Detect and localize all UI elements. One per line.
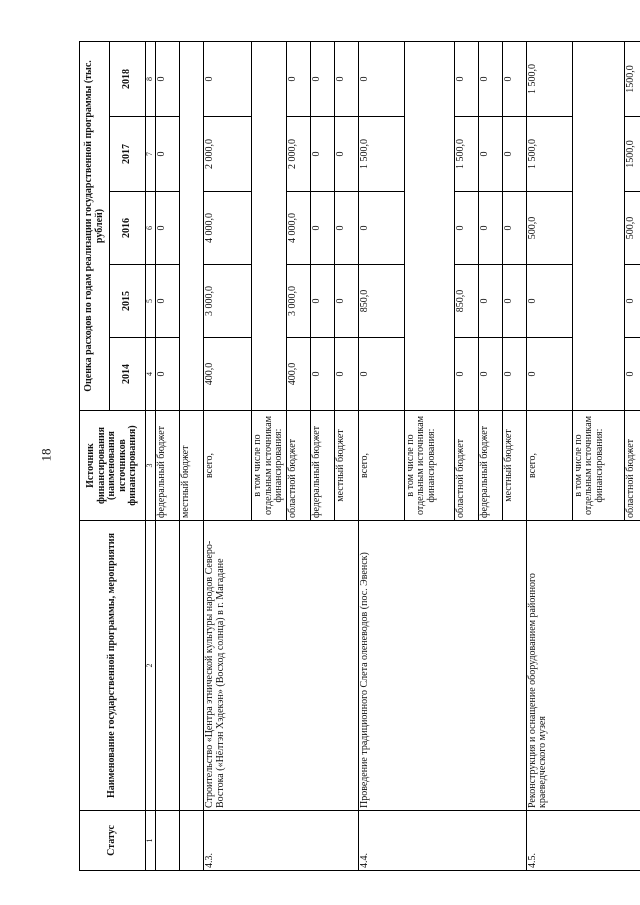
column-number: 7 — [146, 117, 156, 192]
value-cell: 400,0 — [286, 338, 310, 411]
value-cell: 0 — [454, 41, 478, 116]
header-name: Наименование государственной программы, мероприятия — [80, 521, 146, 811]
value-cell: 0 — [478, 338, 502, 411]
value-cell: 0 — [502, 265, 526, 338]
empty-value-cell — [404, 41, 454, 410]
value-cell: 0 — [156, 265, 180, 338]
value-cell: 4 000,0 — [286, 192, 310, 265]
value-cell: 0 — [358, 192, 404, 265]
name-cell — [180, 521, 204, 811]
name-cell: Строительство «Центра этнической культуры народов Северо-Востока («Нёлтэн Хэдекэн» (Восход солнца) в г. Магадане — [204, 521, 359, 811]
value-cell: 1 500,0 — [526, 41, 572, 116]
source-cell: областной бюджет — [454, 411, 478, 521]
source-cell: областной бюджет — [286, 411, 310, 521]
value-cell: 0 — [526, 338, 572, 411]
value-cell: 0 — [310, 117, 334, 192]
value-cell: 0 — [454, 192, 478, 265]
header-year: 2015 — [110, 265, 146, 338]
value-cell: 1500,0 — [624, 41, 640, 116]
header-year: 2016 — [110, 192, 146, 265]
source-cell: в том числе по отдельным источникам финансирования: — [404, 411, 454, 521]
value-cell: 0 — [502, 117, 526, 192]
empty-value-cell — [252, 41, 287, 410]
column-number: 4 — [146, 338, 156, 411]
value-cell: 500,0 — [624, 192, 640, 265]
value-cell: 0 — [358, 338, 404, 411]
value-cell: 0 — [334, 338, 358, 411]
header-year: 2018 — [110, 41, 146, 116]
value-cell: 0 — [526, 265, 572, 338]
column-number: 5 — [146, 265, 156, 338]
header-year: 2014 — [110, 338, 146, 411]
value-cell: 850,0 — [358, 265, 404, 338]
value-cell: 400,0 — [204, 338, 252, 411]
value-cell: 0 — [478, 117, 502, 192]
value-cell: 0 — [156, 117, 180, 192]
value-cell: 2 000,0 — [204, 117, 252, 192]
header-source: Источник финансирования (наименования источников финансирования) — [80, 411, 146, 521]
column-number: 2 — [146, 521, 156, 811]
status-cell: 4.4. — [358, 811, 526, 871]
header-year: 2017 — [110, 117, 146, 192]
source-cell: всего, — [526, 411, 572, 521]
header-estimate: Оценка расходов по годам реализации государственной программы (тыс. рублей) — [80, 41, 110, 410]
status-cell — [180, 811, 204, 871]
table-container — [79, 42, 634, 871]
value-cell: 0 — [310, 338, 334, 411]
value-cell: 0 — [624, 338, 640, 411]
source-cell: местный бюджет — [502, 411, 526, 521]
value-cell: 0 — [334, 192, 358, 265]
source-cell: федеральный бюджет — [310, 411, 334, 521]
empty-value-cell — [572, 41, 624, 410]
value-cell: 3 000,0 — [286, 265, 310, 338]
column-number: 1 — [146, 811, 156, 871]
value-cell: 1 500,0 — [454, 117, 478, 192]
source-cell: всего, — [358, 411, 404, 521]
source-cell: в том числе по отдельным источникам финансирования: — [252, 411, 287, 521]
source-cell: местный бюджет — [334, 411, 358, 521]
value-cell: 0 — [334, 117, 358, 192]
value-cell: 0 — [156, 41, 180, 116]
value-cell: 0 — [310, 265, 334, 338]
value-cell: 500,0 — [526, 192, 572, 265]
value-cell: 0 — [204, 41, 252, 116]
value-cell: 0 — [502, 41, 526, 116]
source-cell: в том числе по отдельным источникам финансирования: — [572, 411, 624, 521]
column-number: 8 — [146, 41, 156, 116]
source-cell: областной бюджет — [624, 411, 640, 521]
value-cell: 4 000,0 — [204, 192, 252, 265]
value-cell: 0 — [502, 338, 526, 411]
source-cell: всего, — [204, 411, 252, 521]
value-cell: 0 — [478, 192, 502, 265]
value-cell: 2 000,0 — [286, 117, 310, 192]
name-cell: Реконструкция и оснащение оборудованием районного краеведческого музея — [526, 521, 640, 811]
value-cell: 0 — [334, 41, 358, 116]
value-cell: 0 — [358, 41, 404, 116]
value-cell: 0 — [454, 338, 478, 411]
empty-value-cell — [180, 41, 204, 410]
value-cell: 850,0 — [454, 265, 478, 338]
source-cell: федеральный бюджет — [478, 411, 502, 521]
rotated-table-frame — [79, 42, 634, 871]
value-cell: 0 — [478, 265, 502, 338]
value-cell: 0 — [502, 192, 526, 265]
value-cell: 1 500,0 — [358, 117, 404, 192]
status-cell: 4.5. — [526, 811, 640, 871]
value-cell: 0 — [478, 41, 502, 116]
name-cell: Проведение традиционного Слета оленеводов (пос. Эвенск) — [358, 521, 526, 811]
column-number: 3 — [146, 411, 156, 521]
page-number: 18 — [38, 448, 54, 462]
status-cell: 4.3. — [204, 811, 359, 871]
value-cell: 3 000,0 — [204, 265, 252, 338]
value-cell: 0 — [334, 265, 358, 338]
value-cell: 0 — [286, 41, 310, 116]
source-cell: местный бюджет — [180, 411, 204, 521]
header-status: Статус — [80, 811, 146, 871]
status-cell — [156, 811, 180, 871]
value-cell: 0 — [310, 41, 334, 116]
budget-table — [79, 41, 640, 871]
value-cell: 1 500,0 — [526, 117, 572, 192]
source-cell: федеральный бюджет — [156, 411, 180, 521]
name-cell — [156, 521, 180, 811]
value-cell: 0 — [310, 192, 334, 265]
value-cell: 0 — [624, 265, 640, 338]
value-cell: 0 — [156, 192, 180, 265]
value-cell: 1500,0 — [624, 117, 640, 192]
column-number: 6 — [146, 192, 156, 265]
value-cell: 0 — [156, 338, 180, 411]
